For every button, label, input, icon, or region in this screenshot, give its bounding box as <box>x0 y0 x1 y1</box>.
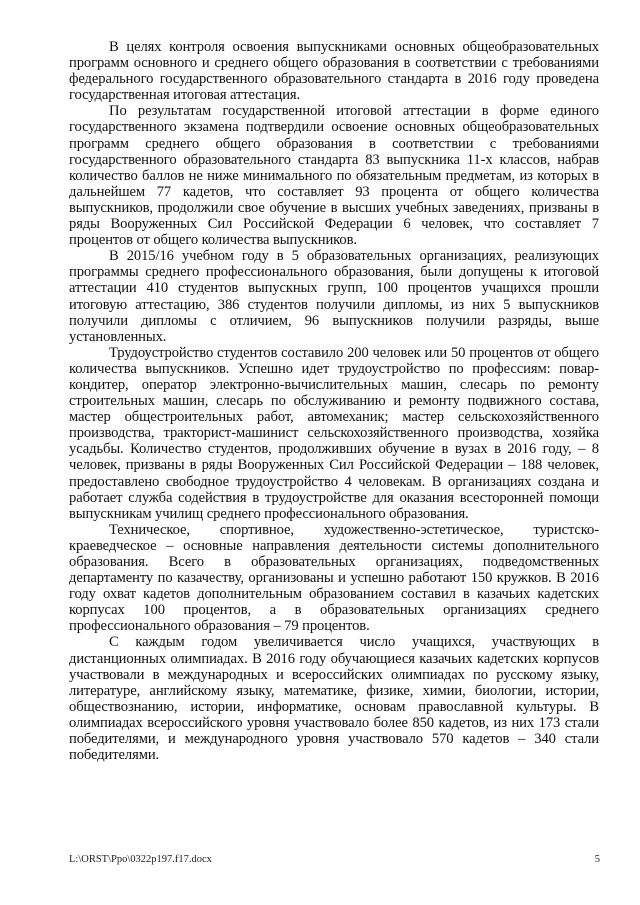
paragraph-exam-results: По результатам государственной итоговой аттестации в форме единого государственного экзамена подтвердили освоение основных общеобразовательных программ среднего общего образования в соответствии с требованиями государственного образовательного стандарта 83 выпускника 11-х классов, набрав количество баллов не ниже минимального по обязательным предметам, из которых в дальнейшем 77 кадетов, что составляет 93 процента от общего количества выпускников, продолжили свое обучение в высших учебных заведениях, призваны в ряды Вооруженных Сил Российской Федерации 6 человек, что составляет 7 процентов от общего количества выпускников. <box>69 103 599 249</box>
paragraph-employment: Трудоустройство студентов составило 200 человек или 50 процентов от общего количества выпускников. Успешно идет трудоустройство по профессиям: повар-кондитер, оператор электронно-вычислительных машин, слесарь по ремонту строительных машин, слесарь по обслуживанию и ремонту подвижного состава, мастер общестроительных работ, автомеханик; мастер сельскохозяйственного производства, тракторист-машинист сельскохозяйственного производства, хозяйка усадьбы. Количество студентов, продолживших обучение в вузах в 2016 году, – 8 человек, призваны в ряды Вооруженных Сил Российской Федерации – 188 человек, предоставлено свободное трудоустройство 4 человекам. В организациях создана и работает служба содействия в трудоустройстве для оказания всесторонней помощи выпускникам училищ среднего профессионального образования. <box>69 344 599 522</box>
paragraph-additional-education: Техническое, спортивное, художественно-эстетическое, туристско-краеведческое – основные направления деятельности системы дополнительного образования. Всего в образовательных организациях, подведомственных департаменту по казачеству, организованы и успешно работают 150 кружков. В 2016 году охват кадетов дополнительным образованием составил в казачьих кадетских корпусах 100 процентов, а в образовательных организациях среднего профессионального образования – 79 процентов. <box>69 521 599 635</box>
paragraph-final-attestation: В целях контроля освоения выпускниками основных общеобразовательных программ основного и среднего общего образования в соответствии с требованиями федерального государственного образовательного стандарта в 2016 году проведена государственная итоговая аттестация. <box>69 39 599 104</box>
paragraph-olympiads: С каждым годом увеличивается число учащихся, участвующих в дистанционных олимпиадах. В 2016 году обучающиеся казачьих кадетских корпусов участвовали в международных и всероссийских олимпиадах по русскому языку, литературе, английскому языку, математике, физике, химии, биологии, истории, обществознанию, истории, информатике, основам православной культуры. В олимпиадах всероссийского уровня участвовало более 850 кадетов, из них 173 стали победителями, и международного уровня участвовало 570 кадетов – 340 стали победителями. <box>69 634 599 764</box>
page-number: 5 <box>594 854 600 865</box>
paragraph-vocational-attestation: В 2015/16 учебном году в 5 образовательных организациях, реализующих программы среднего профессионального образования, были допущены к итоговой аттестации 410 студентов выпускных групп, 100 процентов учащихся прошли итоговую аттестацию, 386 студентов получили дипломы, из них 5 выпускников получили дипломы с отличием, 96 выпускников получили разряды, выше установленных. <box>69 248 599 345</box>
footer-file-path: L:\ORST\Ppo\0322p197.f17.docx <box>69 854 212 865</box>
document-body <box>69 39 599 763</box>
